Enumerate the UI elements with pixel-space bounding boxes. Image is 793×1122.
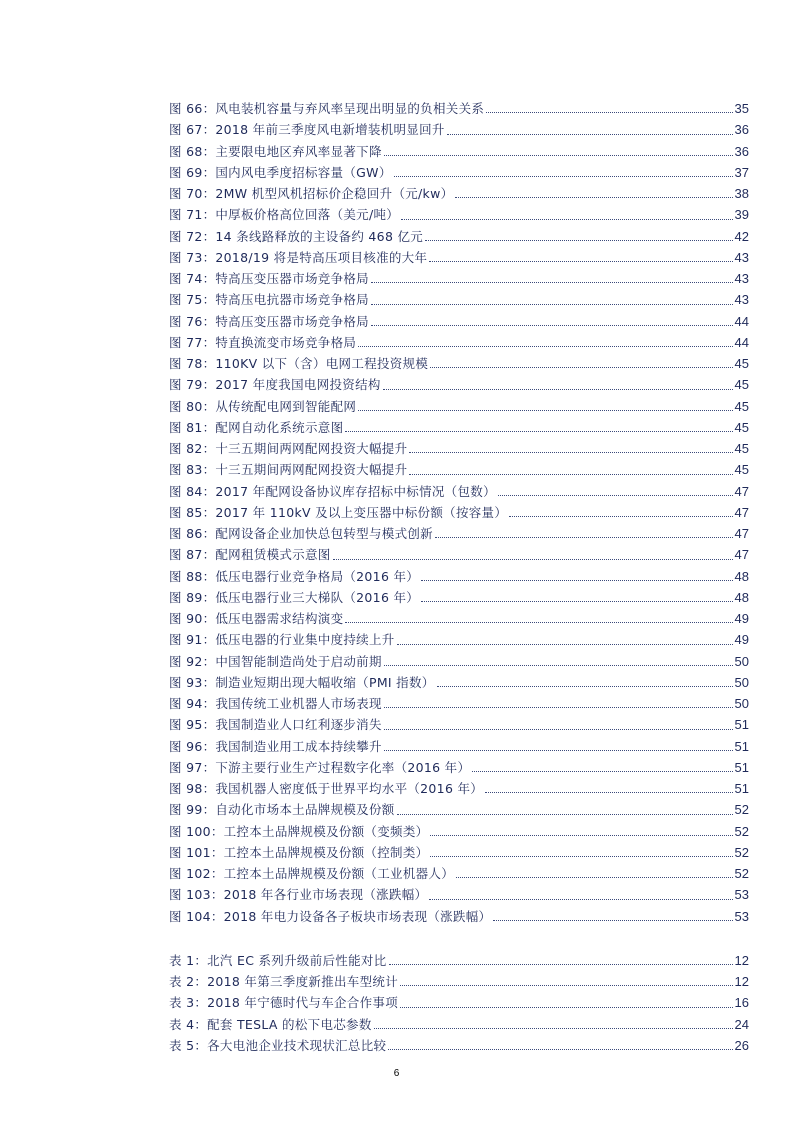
toc-entry-page-number: 48 — [734, 568, 749, 584]
table-list — [169, 950, 749, 1056]
toc-entry-page-number: 39 — [734, 207, 749, 223]
toc-entry-label: 图 95：我国制造业人口红利逐步消失 — [169, 717, 382, 733]
dot-leader — [397, 814, 733, 815]
toc-entry-label: 图 84：2017 年配网设备协议库存招标中标情况（包数） — [169, 483, 496, 499]
toc-entry-page-number: 51 — [734, 781, 749, 796]
toc-entry-label: 图 82：十三五期间两网配网投资大幅提升 — [169, 441, 408, 456]
dot-leader — [485, 792, 732, 793]
dot-leader — [430, 835, 732, 836]
toc-entry-page-number: 51 — [734, 738, 749, 754]
toc-entry-label: 图 88：低压电器行业竞争格局（2016 年） — [169, 568, 420, 584]
toc-entry-page-number: 12 — [734, 974, 749, 989]
toc-entry-label: 图 68：主要限电地区弃风率显著下降 — [169, 143, 382, 159]
dot-leader — [429, 899, 732, 900]
figure-list — [169, 98, 749, 927]
toc-entry[interactable] — [169, 502, 749, 523]
toc-entry-page-number: 26 — [734, 1037, 749, 1053]
toc-entry[interactable] — [169, 459, 749, 480]
dot-leader — [371, 325, 733, 326]
toc-entry-page-number: 53 — [734, 908, 749, 924]
toc-entry-label: 图 101：工控本土品牌规模及份额（控制类） — [169, 844, 429, 860]
toc-entry[interactable] — [169, 374, 749, 395]
toc-entry-label: 图 92：中国智能制造尚处于启动前期 — [169, 653, 382, 669]
dot-leader — [437, 686, 733, 687]
dot-leader — [397, 644, 733, 645]
toc-entry-page-number: 38 — [734, 186, 749, 201]
toc-entry-page-number: 52 — [734, 844, 749, 860]
toc-entry-label: 图 80：从传统配电网到智能配网 — [169, 398, 357, 414]
dot-leader — [455, 197, 732, 198]
toc-entry[interactable] — [169, 438, 749, 459]
toc-entry[interactable] — [169, 247, 749, 268]
toc-entry-page-number: 43 — [734, 292, 749, 308]
dot-leader — [384, 155, 733, 156]
toc-entry-page-number: 44 — [734, 334, 749, 350]
toc-entry-label: 图 87：配网租赁模式示意图 — [169, 547, 331, 563]
dot-leader — [509, 516, 732, 517]
dot-leader — [358, 410, 732, 411]
toc-entry[interactable] — [169, 778, 749, 799]
toc-entry[interactable] — [169, 119, 749, 140]
toc-entry[interactable] — [169, 1035, 749, 1056]
toc-entry-page-number: 43 — [734, 249, 749, 265]
dot-leader — [409, 474, 732, 475]
toc-entry-label: 图 69：国内风电季度招标容量（GW） — [169, 164, 392, 180]
toc-entry[interactable] — [169, 884, 749, 905]
toc-entry-label: 表 1：北汽 EC 系列升级前后性能对比 — [169, 952, 387, 968]
toc-entry-label: 图 73：2018/19 将是特高压项目核准的大年 — [169, 249, 428, 265]
toc-entry[interactable] — [169, 481, 749, 502]
toc-entry[interactable] — [169, 268, 749, 289]
toc-entry[interactable] — [169, 566, 749, 587]
toc-entry-page-number: 52 — [734, 866, 749, 881]
dot-leader — [472, 771, 732, 772]
toc-entry-label: 图 86：配网设备企业加快总包转型与模式创新 — [169, 526, 433, 541]
toc-entry-label: 图 78：110KV 以下（含）电网工程投资规模 — [169, 356, 429, 371]
toc-entry[interactable] — [169, 971, 749, 992]
dot-leader — [388, 1049, 732, 1050]
dot-leader — [498, 495, 733, 496]
toc-entry-page-number: 50 — [734, 674, 749, 690]
toc-entry[interactable] — [169, 417, 749, 438]
toc-entry[interactable] — [169, 757, 749, 778]
toc-entry-label: 图 83：十三五期间两网配网投资大幅提升 — [169, 462, 408, 478]
toc-entry[interactable] — [169, 226, 749, 247]
toc-entry-page-number: 42 — [734, 228, 749, 244]
dot-leader — [435, 537, 733, 538]
toc-entry[interactable] — [169, 311, 749, 332]
toc-entry-label: 图 100：工控本土品牌规模及份额（变频类） — [169, 823, 429, 839]
toc-entry[interactable] — [169, 141, 749, 162]
toc-entry-label: 图 102：工控本土品牌规模及份额（工业机器人） — [169, 866, 455, 881]
toc-entry[interactable] — [169, 906, 749, 927]
dot-leader — [371, 282, 733, 283]
toc-entry-label: 图 74：特高压变压器市场竞争格局 — [169, 271, 369, 286]
toc-entry-page-number: 16 — [734, 995, 749, 1011]
toc-entry[interactable] — [169, 992, 749, 1013]
toc-entry-page-number: 45 — [734, 441, 749, 456]
toc-entry[interactable] — [169, 587, 749, 608]
dot-leader — [486, 112, 732, 113]
toc-entry[interactable] — [169, 332, 749, 353]
toc-entry[interactable] — [169, 799, 749, 820]
toc-entry[interactable] — [169, 950, 749, 971]
toc-entry-page-number: 49 — [734, 632, 749, 648]
toc-entry-page-number: 35 — [734, 101, 749, 116]
toc-entry-page-number: 45 — [734, 356, 749, 371]
toc-entry-label: 图 90：低压电器需求结构演变 — [169, 611, 344, 626]
toc-entry-page-number: 44 — [734, 313, 749, 329]
toc-entry-label: 图 96：我国制造业用工成本持续攀升 — [169, 738, 382, 754]
toc-entry-label: 表 3：2018 年宁德时代与车企合作事项 — [169, 995, 399, 1011]
toc-entry[interactable] — [169, 672, 749, 693]
dot-leader — [429, 261, 732, 262]
toc-entry[interactable] — [169, 651, 749, 672]
toc-entry-label: 图 75：特高压电抗器市场竞争格局 — [169, 292, 369, 308]
toc-entry[interactable] — [169, 629, 749, 650]
toc-entry-label: 图 81：配网自动化系统示意图 — [169, 419, 344, 435]
toc-entry[interactable] — [169, 353, 749, 374]
dot-leader — [389, 964, 733, 965]
toc-entry[interactable] — [169, 693, 749, 714]
dot-leader — [430, 856, 732, 857]
page-number: 6 — [393, 1068, 400, 1079]
toc-entry[interactable] — [169, 863, 749, 884]
toc-entry[interactable] — [169, 289, 749, 310]
toc-entry-label: 图 97：下游主要行业生产过程数字化率（2016 年） — [169, 759, 471, 775]
dot-leader — [456, 877, 732, 878]
toc-entry-page-number: 45 — [734, 462, 749, 478]
toc-entry-page-number: 49 — [734, 611, 749, 626]
toc-entry-label: 图 94：我国传统工业机器人市场表现 — [169, 696, 382, 711]
toc-entry-page-number: 45 — [734, 398, 749, 414]
toc-entry[interactable] — [169, 523, 749, 544]
toc-entry[interactable] — [169, 714, 749, 735]
dot-leader — [384, 665, 733, 666]
toc-entry[interactable] — [169, 204, 749, 225]
toc-entry-label: 图 70：2MW 机型风机招标价企稳回升（元/kw） — [169, 186, 454, 201]
toc-entry-page-number: 52 — [734, 802, 749, 818]
toc-entry-page-number: 24 — [734, 1016, 749, 1032]
dot-leader — [384, 707, 733, 708]
toc-entry-label: 表 2：2018 年第三季度新推出车型统计 — [169, 974, 399, 989]
dot-leader — [409, 452, 732, 453]
dot-leader — [345, 431, 732, 432]
dot-leader — [333, 559, 733, 560]
toc-entry[interactable] — [169, 162, 749, 183]
toc-entry-page-number: 51 — [734, 759, 749, 775]
section-gap — [169, 927, 749, 950]
toc-entry-page-number: 45 — [734, 377, 749, 393]
toc-entry[interactable] — [169, 821, 749, 842]
toc-entry-page-number: 51 — [734, 717, 749, 733]
toc-entry-page-number: 36 — [734, 122, 749, 138]
dot-leader — [384, 729, 733, 730]
toc-entry-page-number: 50 — [734, 696, 749, 711]
dot-leader — [421, 580, 732, 581]
toc-entry[interactable] — [169, 544, 749, 565]
dot-leader — [358, 346, 732, 347]
toc-entry-page-number: 47 — [734, 547, 749, 563]
toc-entry-page-number: 45 — [734, 419, 749, 435]
toc-entry-label: 图 72：14 条线路释放的主设备约 468 亿元 — [169, 228, 424, 244]
table-of-contents — [169, 98, 749, 1056]
toc-entry-page-number: 50 — [734, 653, 749, 669]
dot-leader — [371, 304, 733, 305]
dot-leader — [430, 367, 732, 368]
toc-entry-label: 图 103：2018 年各行业市场表现（涨跌幅） — [169, 887, 428, 903]
toc-entry-label: 图 79：2017 年度我国电网投资结构 — [169, 377, 381, 393]
dot-leader — [374, 1028, 733, 1029]
toc-entry-label: 图 93：制造业短期出现大幅收缩（PMI 指数） — [169, 674, 435, 690]
toc-entry-label: 图 89：低压电器行业三大梯队（2016 年） — [169, 589, 420, 605]
dot-leader — [383, 389, 733, 390]
toc-entry-page-number: 52 — [734, 823, 749, 839]
toc-entry-label: 表 4：配套 TESLA 的松下电芯参数 — [169, 1016, 372, 1032]
toc-entry[interactable] — [169, 396, 749, 417]
dot-leader — [401, 219, 732, 220]
dot-leader — [493, 920, 732, 921]
dot-leader — [394, 176, 733, 177]
toc-entry-page-number: 47 — [734, 526, 749, 541]
dot-leader — [345, 622, 732, 623]
toc-entry-label: 图 99：自动化市场本土品牌规模及份额 — [169, 802, 395, 818]
toc-entry-label: 表 5：各大电池企业技术现状汇总比较 — [169, 1037, 387, 1053]
toc-entry-page-number: 47 — [734, 504, 749, 520]
toc-entry[interactable] — [169, 183, 749, 204]
toc-entry-label: 图 76：特高压变压器市场竞争格局 — [169, 313, 369, 329]
toc-entry-label: 图 98：我国机器人密度低于世界平均水平（2016 年） — [169, 781, 484, 796]
toc-entry-label: 图 66：风电装机容量与弃风率呈现出明显的负相关关系 — [169, 101, 485, 116]
toc-entry-page-number: 37 — [734, 164, 749, 180]
toc-entry-label: 图 91：低压电器的行业集中度持续上升 — [169, 632, 395, 648]
toc-entry[interactable] — [169, 842, 749, 863]
toc-entry-label: 图 85：2017 年 110kV 及以上变压器中标份额（按容量） — [169, 504, 508, 520]
toc-entry[interactable] — [169, 736, 749, 757]
toc-entry-label: 图 71：中厚板价格高位回落（美元/吨） — [169, 207, 400, 223]
dot-leader — [400, 985, 733, 986]
dot-leader — [400, 1007, 733, 1008]
toc-entry-page-number: 36 — [734, 143, 749, 159]
toc-entry[interactable] — [169, 1014, 749, 1035]
dot-leader — [425, 240, 732, 241]
toc-entry-label: 图 104：2018 年电力设备各子板块市场表现（涨跌幅） — [169, 908, 492, 924]
toc-entry[interactable] — [169, 98, 749, 119]
toc-entry-page-number: 47 — [734, 483, 749, 499]
toc-entry-page-number: 12 — [734, 952, 749, 968]
dot-leader — [384, 750, 733, 751]
toc-entry-page-number: 48 — [734, 589, 749, 605]
toc-entry-label: 图 77：特直换流变市场竞争格局 — [169, 334, 357, 350]
toc-entry-label: 图 67：2018 年前三季度风电新增装机明显回升 — [169, 122, 445, 138]
dot-leader — [447, 134, 733, 135]
toc-entry-page-number: 43 — [734, 271, 749, 286]
toc-entry-page-number: 53 — [734, 887, 749, 903]
dot-leader — [421, 601, 732, 602]
toc-entry[interactable] — [169, 608, 749, 629]
